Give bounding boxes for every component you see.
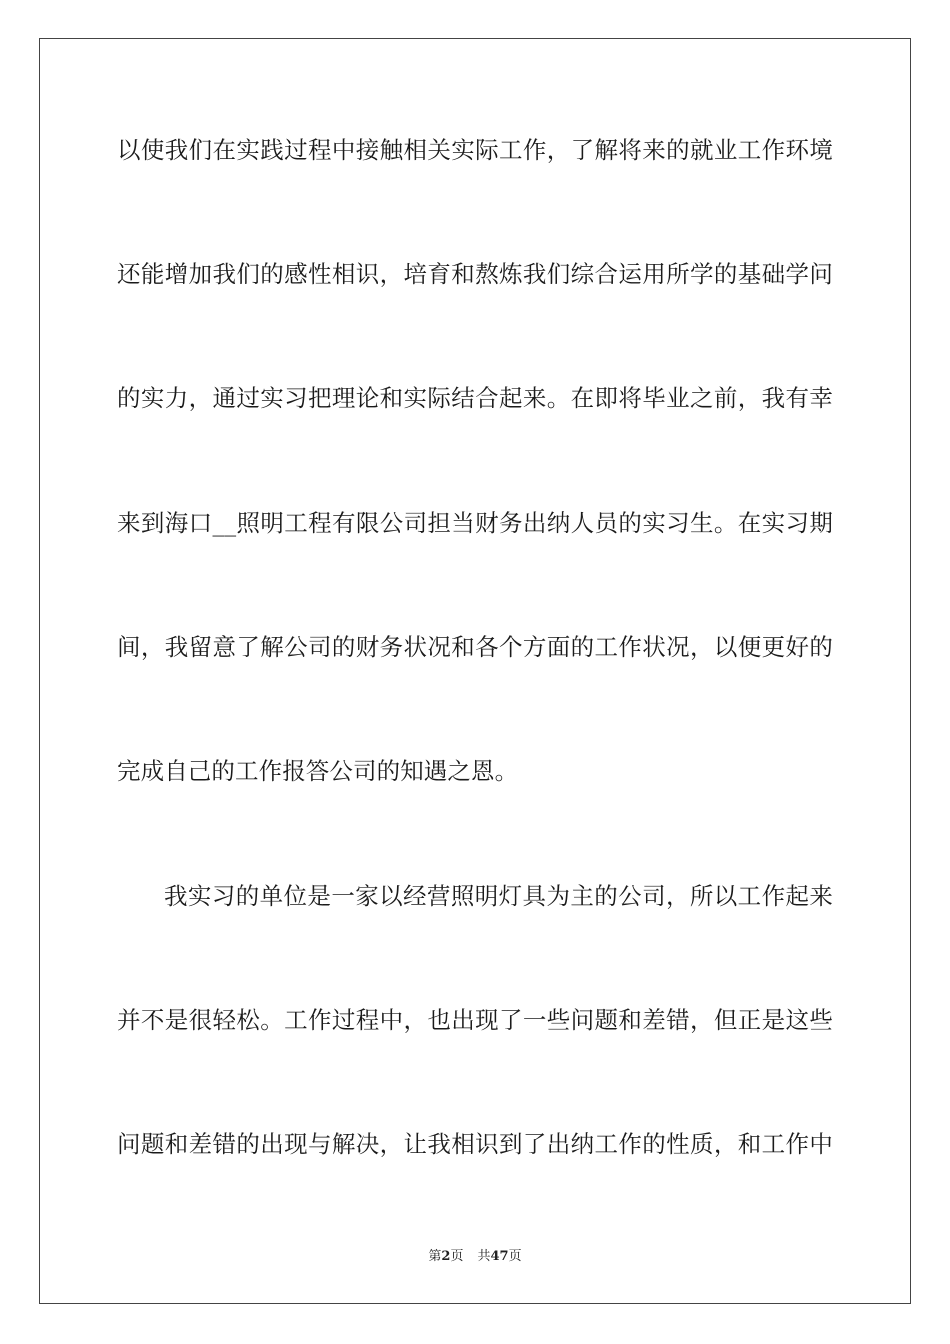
paragraph-first-line: 我实习的单位是一家以经营照明灯具为主的公司，所以工作起来 [164, 882, 833, 910]
page-number: 2 [441, 1249, 451, 1264]
page-border [39, 38, 911, 1304]
text-line: 的实力，通过实习把理论和实际结合起来。在即将毕业之前，我有幸 [117, 384, 833, 412]
text-line: 以使我们在实践过程中接触相关实际工作，了解将来的就业工作环境 [117, 136, 833, 164]
text-line: 问题和差错的出现与解决，让我相识到了出纳工作的性质，和工作中 [117, 1130, 833, 1158]
total-prefix: 共 [477, 1249, 491, 1264]
page-suffix: 页 [450, 1249, 464, 1264]
text-line: 还能增加我们的感性相识，培育和熬炼我们综合运用所学的基础学问 [117, 260, 833, 288]
page-footer [0, 1248, 950, 1266]
text-line: 完成自己的工作报答公司的知遇之恩。 [117, 757, 519, 785]
total-pages: 47 [490, 1249, 509, 1264]
text-line: 间，我留意了解公司的财务状况和各个方面的工作状况，以便更好的 [117, 633, 833, 661]
page-prefix: 第 [428, 1249, 442, 1264]
text-line: 并不是很轻松。工作过程中，也出现了一些问题和差错，但正是这些 [117, 1006, 833, 1034]
total-suffix: 页 [508, 1249, 522, 1264]
text-line: 来到海口__照明工程有限公司担当财务出纳人员的实习生。在实习期 [117, 509, 833, 537]
